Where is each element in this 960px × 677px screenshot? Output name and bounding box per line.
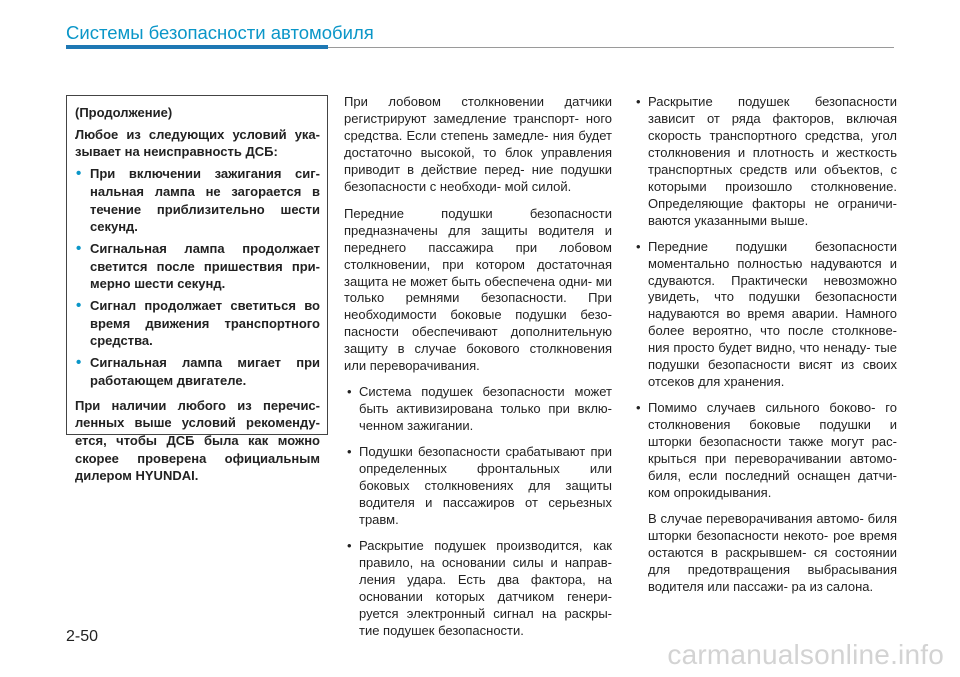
bullet-icon: • bbox=[76, 239, 82, 257]
text-column-right bbox=[633, 94, 897, 596]
paragraph: Передние подушки безопасности предназначены для защиты водителя и переднего пассажира при лобовом столкновении, при котором достаточная защита не может быть обеспечена одни- ми только ремнями безопасности. При необходимости боковые подушки безо- пасности обеспечивают дополнительную защиту в случае бокового столкновения или переворачивания. bbox=[344, 205, 612, 374]
paragraph: При лобовом столкновении датчики регистрируют замедление транспорт- ного средства. Если степень замедле- ния будет достаточно высокой, то блок управления приводит в действие перед- ние подушки безопасности с необходи- мой силой. bbox=[344, 94, 612, 194]
watermark: carmanualsonline.info bbox=[667, 639, 944, 670]
text-column-middle bbox=[344, 94, 612, 640]
section-title: Системы безопасности автомобиля bbox=[66, 22, 374, 43]
warning-list-item: • Сигнальная лампа продолжает светится после пришествия при- мерно шести секунд. bbox=[76, 239, 320, 292]
warning-title: (Продолжение) bbox=[75, 105, 173, 120]
warning-list-item: • Сигнальная лампа мигает при работающем двигателе. bbox=[76, 354, 320, 388]
bullet-icon: • bbox=[347, 537, 352, 553]
bullet-list bbox=[633, 94, 897, 596]
bullet-icon: • bbox=[347, 444, 352, 460]
header-rule bbox=[328, 47, 894, 48]
warning-list-item: • Сигнал продолжает светиться во время движения транспортного средства. bbox=[76, 297, 320, 349]
bullet-list bbox=[344, 384, 612, 639]
list-item: • Раскрытие подушек безопасности зависит от ряда факторов, включая скорость транспортного средства, угол столкновения и плотность и жесткость транспортных средств или объектов, с которыми произошло столкновение. Определяющие факторы не ограничи- ваются указанными выше. bbox=[636, 94, 897, 228]
warning-intro: Любое из следующих условий ука- зывает на неисправность ДСБ: bbox=[75, 126, 320, 160]
bullet-icon: • bbox=[636, 238, 641, 254]
list-item: • Система подушек безопасности может быть активизирована только при вклю- ченном зажигании. bbox=[347, 384, 612, 434]
bullet-icon: • bbox=[76, 297, 82, 315]
warning-outro: При наличии любого из перечис- ленных выше условий рекоменду- ется, чтобы ДСБ была как можно скорее проверена официальным дилером HYUNDAI. bbox=[75, 397, 320, 484]
page-number: 2-50 bbox=[66, 628, 99, 645]
warning-box bbox=[66, 95, 328, 484]
header-rule-accent bbox=[66, 45, 328, 49]
list-item: • Подушки безопасности срабатывают при определенных фронтальных или боковых столкновениях для защиты водителя и пассажиров от серьезных травм. bbox=[347, 444, 612, 527]
bullet-icon: • bbox=[636, 94, 641, 109]
bullet-icon: • bbox=[76, 354, 82, 372]
list-item: • Раскрытие подушек производится, как правило, на основании силы и направ- ления удара. Есть два фактора, на основании которых датчиком генери- руется электронный сигнал на раскры- тие подушек безопасности. bbox=[347, 537, 612, 638]
bullet-icon: • bbox=[76, 165, 82, 183]
bullet-icon: • bbox=[347, 384, 352, 400]
bullet-icon: • bbox=[636, 400, 641, 416]
paragraph: В случае переворачивания автомо- биля шторки безопасности некото- рое время остаются в раскрывшем- ся состоянии для предотвращения выбрасывания водителя или пассажи- ра из салона. bbox=[648, 510, 897, 594]
warning-list-item: • При включении зажигания сиг- нальная лампа не загорается в течение приблизительно шести секунд. bbox=[76, 165, 320, 235]
list-item: • Передние подушки безопасности моментально полностью надуваются и сдуваются. Практически невозможно увидеть, что подушки безопасности надуваются во время аварии. Намного более вероятно, что после столкнове- ния просто будет видно, что ненаду- тые подушки безопасности висят из своих отсеков для хранения. bbox=[636, 238, 897, 390]
warning-list bbox=[75, 165, 320, 389]
list-item: • Помимо случаев сильного боково- го столкновения боковые подушки и шторки безопасности также могут рас- крыться при переворачивании автомо- биля, если последний оснащен датчи- ком опрокидывания. В случае переворачивания автомо- биля шторки безопасности некото- рое время остаются в раскрывшем- ся состоянии для предотвращения выбрасывания водителя или пассажи- ра из салона. bbox=[636, 400, 897, 594]
